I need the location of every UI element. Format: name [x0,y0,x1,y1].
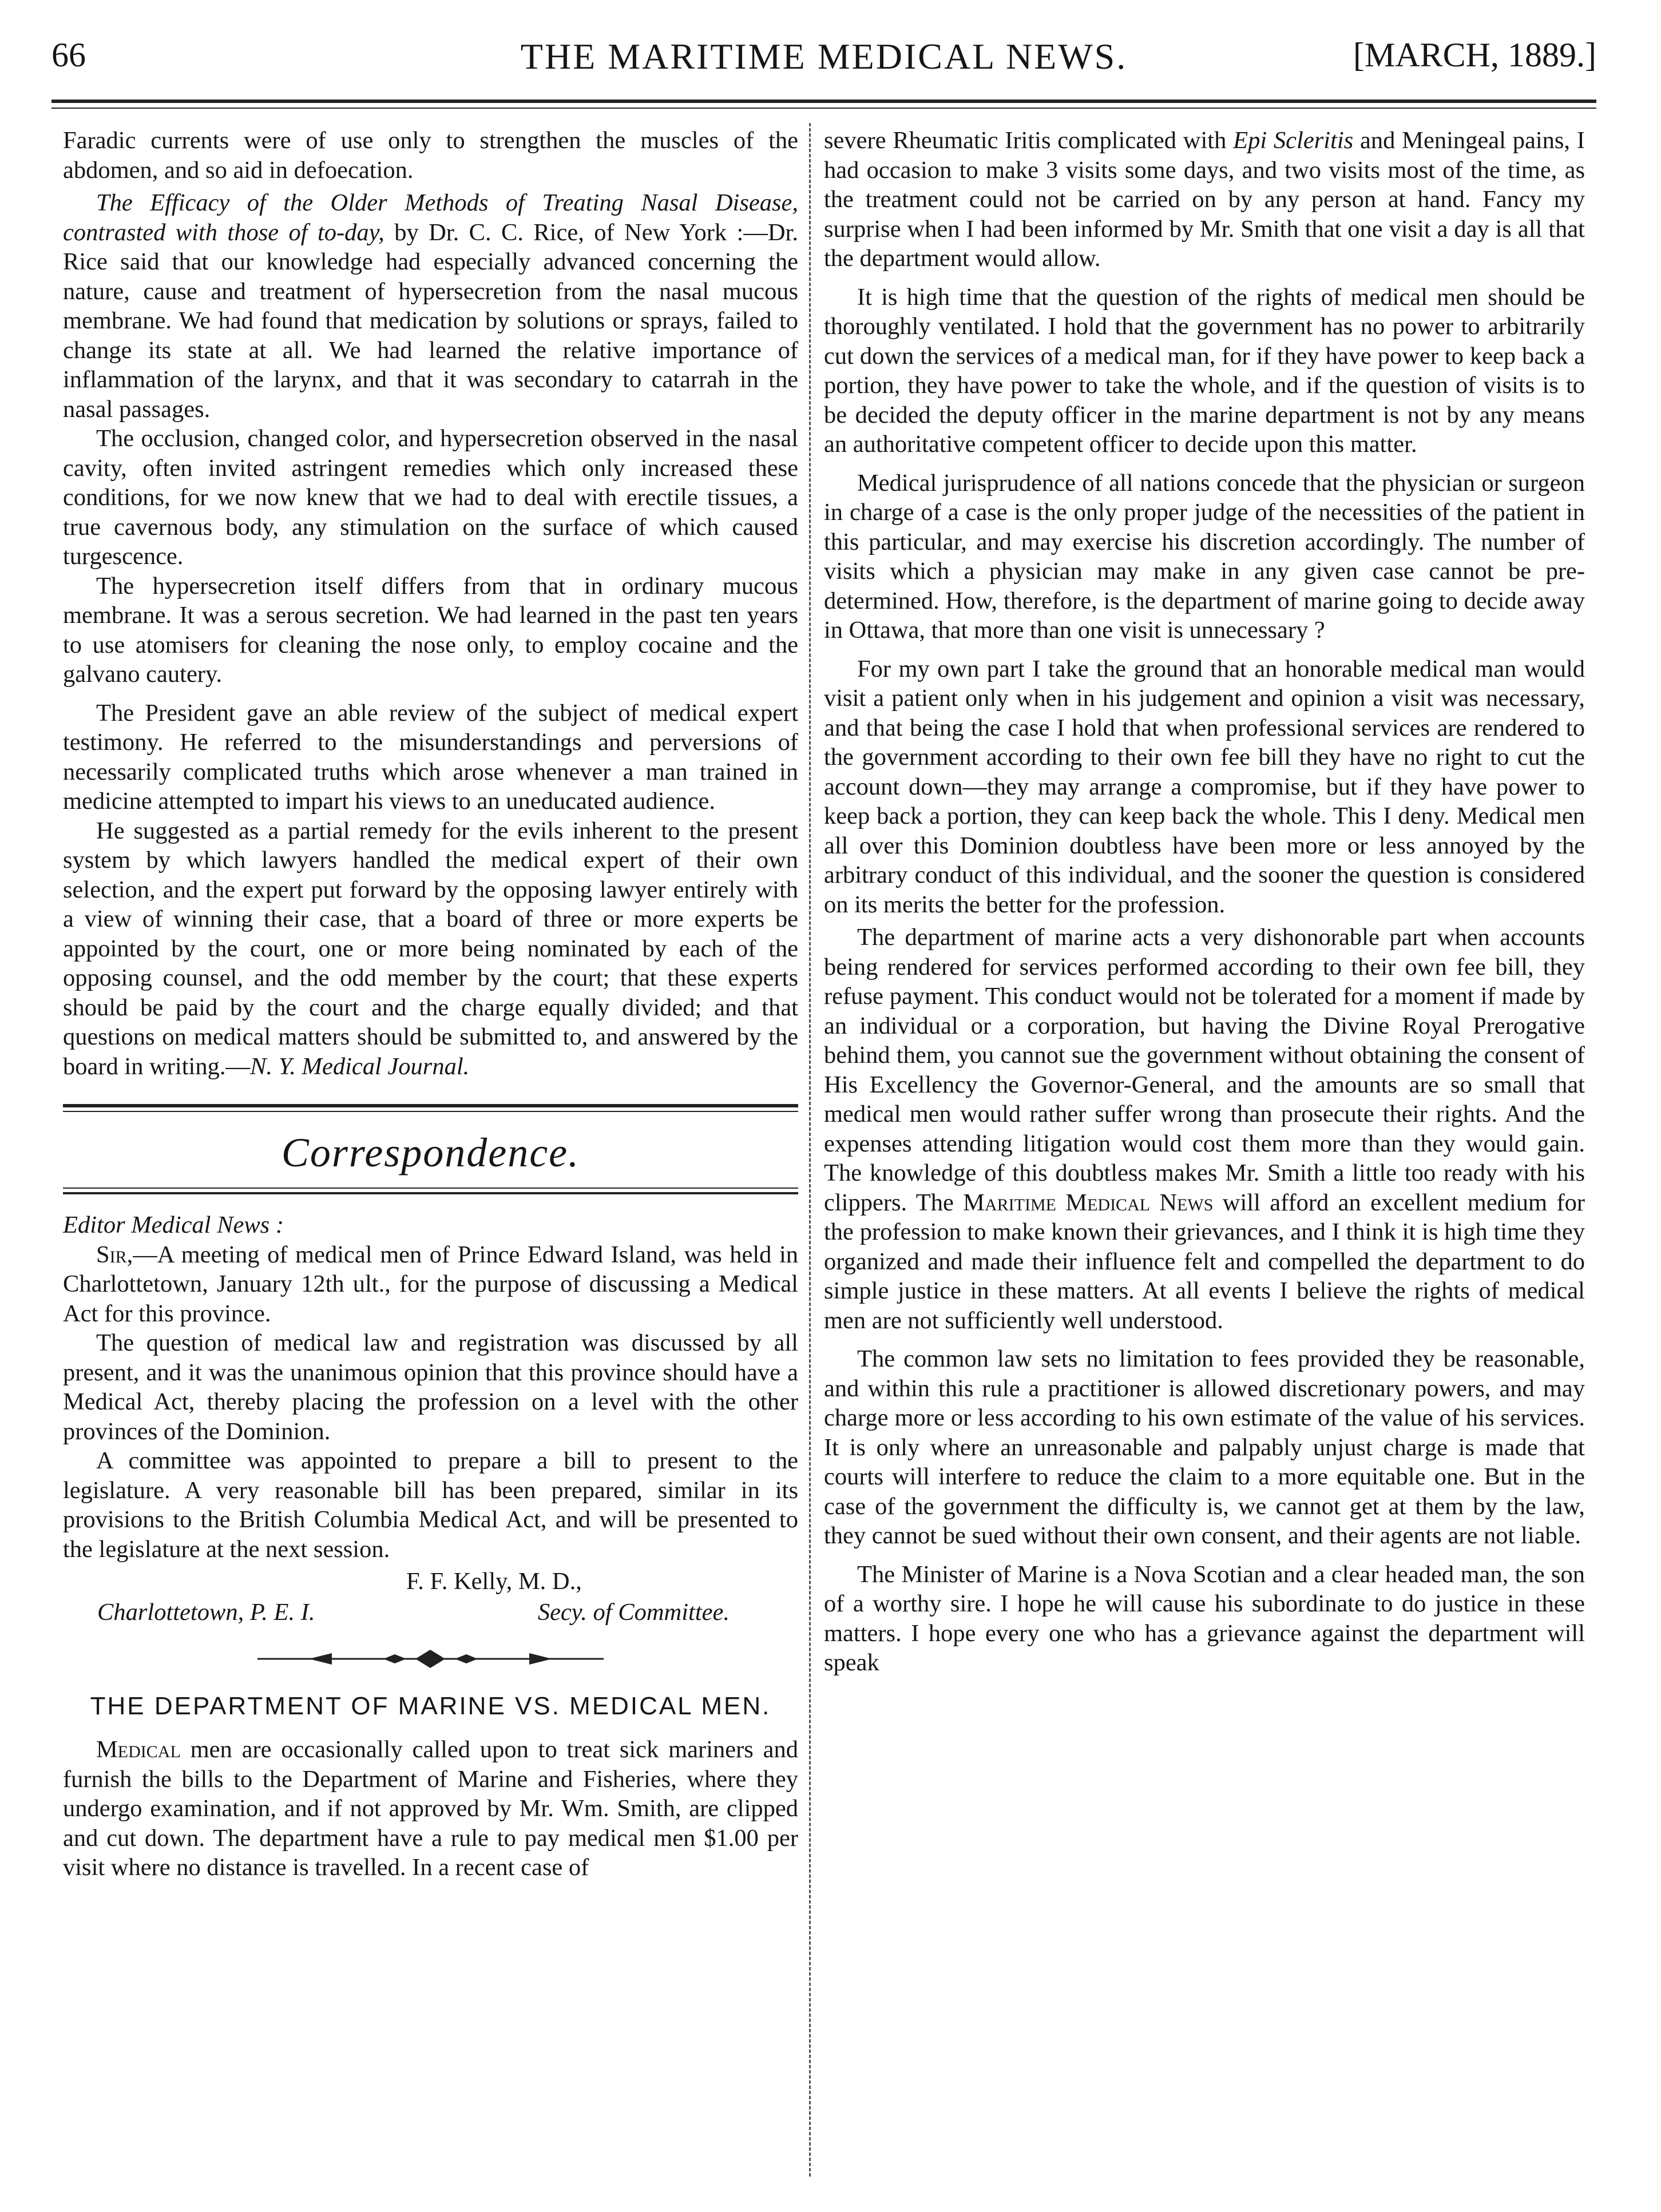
page-number: 66 [51,36,86,74]
column-separator [809,123,811,2177]
right-paragraph-dishonorable-a: The department of marine acts a very dishonorable part when accounts being rendered for services performed according to their own fee bill, they refuse payment. This conduct would not be tolerated for a moment if made by an individual or a corporation, but having the Divine Royal Prerogative behind them, you cannot sue the government without obtaining the consent of His Excellency the Governor-General, and the amounts are so small that medical men would rather suffer wrong than prosecute their rights. And the expenses attending litigation would cost them more than they would gain. The knowledge of this doubtless makes Mr. Smith a little too ready with his clippers. The [824,924,1585,1216]
right-paragraph-iritis-a: severe Rheumatic Iritis complicated with [824,127,1234,154]
paragraph-faradic: Faradic currents were of use only to strengthen the muscles of the abdomen, and so aid in defoecation. [63,127,798,184]
signature-title: Secy. of Committee. [537,1599,730,1626]
right-paragraph-dishonorable-b: will afford an excellent medium for the profession to make known their grievances, and I think it is high time they organized and made their influence felt and compelled the department to do simple justice in these matters. At all events I believe the rights of medical men are not sufficiently well understood. [824,1189,1585,1334]
header-rule-thin [51,108,1596,109]
right-paragraph-dishonorable [824,923,1585,1335]
right-paragraph-iritis [824,126,1585,273]
running-header [51,35,1596,98]
letter-paragraph-2: The question of medical law and registration was discussed by all present, and it was the unanimous opinion that this province should have a Medical Act, thereby placing the profession on a level with the other provinces of the Dominion. [63,1329,798,1445]
section-rule-bottom [63,1192,798,1194]
paragraph-nasal-disease [63,188,798,424]
issue-date: [MARCH, 1889.] [1353,36,1596,74]
letter-salutation: Editor Medical News : [63,1212,284,1238]
paragraph-suggested [63,816,798,1082]
journal-title: THE MARITIME MEDICAL NEWS. [520,36,1128,77]
source-citation: N. Y. Medical Journal. [249,1053,470,1080]
letter-paragraph-1 [63,1240,798,1329]
marine-lead: Medical [96,1736,181,1763]
section-rule-bottom-thin [63,1188,798,1189]
marine-paragraph-1-body: men are occasionally called upon to treat sick mariners and furnish the bills to the Department of Marine and Fisheries, where they undergo examination, and if not approved by Mr. Wm. Smith, are clipped and cut down. The department have a rule to pay medical men $1.00 per visit where no distance is travelled. In a recent case of [63,1736,798,1881]
section-rule-top [63,1104,798,1107]
ornament-divider [63,1647,798,1670]
paragraph-president: The President gave an able review of the subject of medical expert testimony. He referred to the misunderstandings and perversions of necessarily complicated truths which arose whenever a man trained in medicine attempted to impart his views to an uneducated audience. [63,699,798,815]
right-paragraph-rights: It is high time that the question of the rights of medical men should be thoroughly ventilated. I hold that the government has no power to arbitrarily cut down the services of a medical man, for if they have power to keep back a portion, they have power to take the whole, and if the question of visits is to be decided the deputy officer in the marine department is not by any means an authoritative competent officer to decide upon this matter. [824,283,1585,458]
section-rule-top-thin [63,1111,798,1112]
right-paragraph-common-law: The common law sets no limitation to fees provided they be reasonable, and within this rule a practitioner is allowed discretionary powers, and may charge more or less according to his own estimate of the value of his services. It is only where an unreasonable and palpably unjust charge is made that courts will interfere to reduce the claim to a more equitable one. But in the case of the government the difficulty is, we cannot get at them by the law, they cannot be sued without their own consent, and their agents are not liable. [824,1345,1585,1549]
article-subheading: THE DEPARTMENT OF MARINE VS. MEDICAL MEN. [90,1692,771,1720]
paragraph-hypersecretion: The hypersecretion itself differs from that in ordinary mucous membrane. It was a serous secretion. We had learned in the past ten years to use atomisers for cleaning the nose only, to employ cocaine and the galvano cautery. [63,572,798,688]
signature-line [63,1597,798,1628]
article-title-nasal: The Efficacy of the Older Methods of Treating Nasal Disease, contrasted with those of to-day, [63,189,798,246]
letter-paragraph-3: A committee was appointed to prepare a bill to present to the legislature. A very reasonable bill has been prepared, similar in its provisions to the British Columbia Medical Act, and will be presented to the legislature at the next session. [63,1447,798,1563]
right-paragraph-iritis-b: and Meningeal pains, I had occasion to make 3 visits some days, and two visits most of the time, as the treatment could not be carried on by any person at hand. Fancy my surprise when I had been informed by Mr. Smith that one visit a day is all that the department would allow. [824,127,1585,272]
correspondence-heading: Correspondence. [281,1130,580,1176]
left-column [63,126,798,1883]
right-paragraph-minister: The Minister of Marine is a Nova Scotian and a clear headed man, the son of a worthy sire. I hope he will cause his subordinate to do justice in these matters. I hope every one who has a grievance against the department will speak [824,1560,1585,1676]
term-epi-scleritis: Epi Scleritis [1233,127,1354,154]
marine-paragraph-1 [63,1735,798,1883]
letter-paragraph-1-body: —A meeting of medical men of Prince Edward Island, was held in Charlottetown, January 12th ult., for the purpose of discussing a Medical Act for this province. [63,1241,798,1327]
right-paragraph-own-part: For my own part I take the ground that an honorable medical man would visit a patient only when in his judgement and opinion a visit was necessary, and that being the case I hold that when professional services are rendered to the government according to their own fee bill they have no right to cut the account down—they may arrange a compromise, but if they have power to keep back a portion, they can keep back the whole. This I deny. Medical men all over this Dominion doubtless have been more or less annoyed by the arbitrary conduct of this individual, and the sooner the question is considered on its merits the better for the profession. [824,655,1585,918]
right-paragraph-jurisprudence: Medical jurisprudence of all nations concede that the physician or surgeon in charge of a case is the only proper judge of the necessities of the patient in this particular, and may exercise his discretion accordingly. The number of visits which a physician may make in any given case cannot be pre-determined. How, therefore, is the department of marine going to decide away in Ottawa, that more than one visit is unnecessary ? [824,469,1585,644]
letter-lead: Sir, [96,1241,133,1268]
paragraph-suggested-body: He suggested as a partial remedy for the evils inherent to the present system by which lawyers handled the medical expert of their own selection, and the expert put forward by the opposing lawyer entirely with a view of winning their case, that a board of three or more experts be appointed by the court, one or more being nominated by each of the opposing counsel, and the odd member by the court; that these experts should be paid by the court and the charge equally divided; and that questions on medical matters should be submitted to, and answered by the board in writing.— [63,817,798,1080]
paragraph-occlusion: The occlusion, changed color, and hypersecretion observed in the nasal cavity, often invited astringent remedies which only increased these conditions, for we now knew that we had to deal with erectile tissues, a true cavernous body, any stimulation on the surface of which caused turgescence. [63,425,798,570]
right-column [824,126,1585,1678]
header-rule-thick [51,100,1596,103]
signature-name: F. F. Kelly, M. D., [406,1568,582,1595]
journal-name-inline: Maritime Medical News [963,1189,1214,1216]
paragraph-nasal-body: by Dr. C. C. Rice, of New York :—Dr. Rice said that our knowledge had especially advanced concerning the nature, cause and treatment of hypersecretion from the nasal mucous membrane. We had found that medication by solutions or sprays, failed to change its state at all. We had learned the relative importance of inflammation of the larynx, and that it was secondary to catarrah in the nasal passages. [63,219,798,423]
signature-place: Charlottetown, P. E. I. [97,1599,315,1626]
